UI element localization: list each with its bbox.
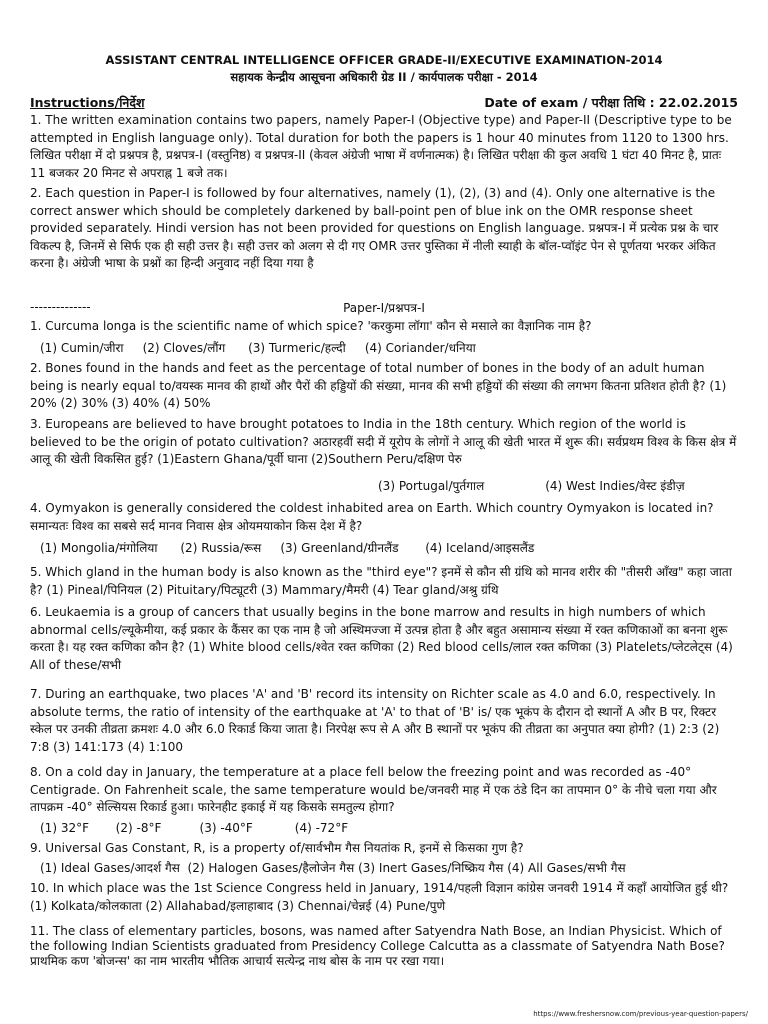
question-5: 5. Which gland in the human body is also known as the "third eye"? इनमें से कौन सी ग्रंथि को मानव शरीर की "तीसरी आँख" कहा जाता है? (1) Pineal/पिनियल (2) Pituitary/पिट्यूटरी (3) Mammary/मैमरी (4) Tear gland/अश्रु ग्रंथि [30,565,732,597]
question-1-options: (1) Cumin/जीरा (2) Cloves/लौंग (3) Turmeric/हल्दी (4) Coriander/धनिया [40,341,476,355]
instructions-header-row [30,94,738,111]
question-7: 7. During an earthquake, two places 'A' and 'B' record its intensity on Richter scale as 4.0 and 6.0, respectively. In absolute terms, the ratio of intensity of the earthquake at 'A' to that of 'B' is/ एक भूकंप के दौरान दो स्थानों A और B पर, रिक्टर स्केल पर उनकी तीव्रता क्रमशः 4.0 और 6.0 रिकार्ड किया जाता है। निरपेक्ष रूप से A और B स्थानों पर भूकंप की तीव्रता का अनुपात क्या होगी? (1) 2:3 (2) 7:8 (3) 141:173 (4) 1:100 [30,687,720,754]
instruction-2: 2. Each question in Paper-I is followed by four alternatives, namely (1), (2), (3) and (4). Only one alternative is the correct answer which should be completely darkened by ball-point pen of blue ink on the OMR response sheet provided separately. Hindi version has not been provided for questions on English language. प्रश्नपत्र-I में प्रत्येक प्रश्न के चार विकल्प है, जिनमें से सिर्फ एक ही सही उत्तर है। सही उत्तर को अलग से दी गए OMR उत्तर पुस्तिका में नीली स्याही के बॉल-प्वॉइंट पेन से पूर्णतया भरकर अंकित करना है। अंग्रेजी भाषा के प्रश्नों का हिन्दी अनुवाद नहीं दिया गया है [30,186,719,270]
question-8-options: (1) 32°F (2) -8°F (3) -40°F (4) -72°F [40,821,349,835]
separator-line: -------------- [30,300,91,314]
footer-url: https://www.freshersnow.com/previous-year-question-papers/ [533,1010,748,1018]
instruction-1: 1. The written examination contains two papers, namely Paper-I (Objective type) and Paper-II (Descriptive type to be attempted in English language only). Total duration for both the papers is 1 hour 40 minutes from 1120 to 1300 hrs. लिखित परीक्षा में दो प्रश्नपत्र है, प्रश्नपत्र-I (वस्तुनिष्ठ) व प्रश्नपत्र-II (केवल अंग्रेजी भाषा में वर्णनात्मक) है। लिखित परीक्षा की कुल अवधि 1 घंटा 40 मिनट है, प्रातः 11 बजकर 20 मिनट से अपराह्न 1 बजे तक। [30,113,732,180]
exam-title-hindi: सहायक केन्द्रीय आसूचना अधिकारी ग्रेड II / कार्यपालक परीक्षा - 2014 [230,70,538,84]
question-8: 8. On a cold day in January, the temperature at a place fell below the freezing point and was recorded as -40° Centigrade. On Fahrenheit scale, the same temperature would be/जनवरी माह में एक ठंडे दिन का तापमान 0° के नीचे चला गया और तापक्रम -40° सेल्सियस रिकार्ड हुआ। फारेनहीट इकाई में यह किसके समतुल्य होगा? [30,765,717,814]
paper-heading: Paper-I/प्रश्नपत्र-I [343,301,425,315]
instructions-label: Instructions/निर्देश [30,95,145,110]
question-9-options: (1) Ideal Gases/आदर्श गैस (2) Halogen Gases/हैलोजेन गैस (3) Inert Gases/निष्क्रिय गैस (4) All Gases/सभी गैस [40,861,626,875]
question-4-options: (1) Mongolia/मंगोलिया (2) Russia/रूस (3) Greenland/ग्रीनलैंड (4) Iceland/आइसलैंड [40,541,535,555]
question-11: 11. The class of elementary particles, bosons, was named after Satyendra Nath Bose, an Indian Physicist. Which of the following Indian Scientists graduated from Presidency College Calcutta as a classmate of Satyendra Nath Bose? प्राथमिक कण 'बोजन्स' का नाम भारतीय भौतिक आचार्य सत्येन्द्र नाथ बोस के नाम पर रखा गया। [30,924,725,968]
exam-title-english: ASSISTANT CENTRAL INTELLIGENCE OFFICER GRADE-II/EXECUTIVE EXAMINATION-2014 [105,53,663,67]
question-10: 10. In which place was the 1st Science Congress held in January, 1914/पहली विज्ञान कांग्रेस जनवरी 1914 में कहाँ आयोजित हुई थी? (1) Kolkata/कोलकाता (2) Allahabad/इलाहाबाद (3) Chennai/चेन्नई (4) Pune/पुणे [30,881,729,913]
question-2: 2. Bones found in the hands and feet as the percentage of total number of bones in the body of an adult human being is nearly equal to/वयस्क मानव की हाथों और पैरों की हड्डियों की संख्या, मानव की सभी हड्डियों की संख्या की लगभग कितना प्रतिशत होती है? (1) 20% (2) 30% (3) 40% (4) 50% [30,361,727,410]
question-1: 1. Curcuma longa is the scientific name of which spice? 'करकुमा लॉगा' कौन से मसाले का वैज्ञानिक नाम है? [30,319,592,333]
question-4: 4. Oymyakon is generally considered the coldest inhabited area on Earth. Which country Oymyakon is located in? समान्यतः विश्व का सबसे सर्द मानव निवास क्षेत्र ओयमयाकोन किस देश में है? [30,501,714,533]
exam-date: Date of exam / परीक्षा तिथि : 22.02.2015 [484,95,738,110]
question-3-options: (3) Portugal/पुर्तगाल (4) West Indies/वेस्ट इंडीज़ [378,479,685,493]
question-9: 9. Universal Gas Constant, R, is a property of/सार्वभौम गैस नियतांक R, इनमें से किसका गुण है? [30,841,524,855]
question-6: 6. Leukaemia is a group of cancers that usually begins in the bone marrow and results in high numbers of which abnormal cells/ल्यूकेमीया, कई प्रकार के कैंसर का एक नाम है जो अस्थिमज्जा में उत्पन्न होता है और बहुत असामान्य संख्या में रक्त कणिकाओं का बनना शुरू करता है। यह रक्त कणिका कौन है? (1) White blood cells/श्वेत रक्त कणिका (2) Red blood cells/लाल रक्त कणिका (3) Platelets/प्लेटलेट्स (4) All of these/सभी [30,605,733,672]
question-3: 3. Europeans are believed to have brought potatoes to India in the 18th century. Which region of the world is believed to be the origin of potato cultivation? अठारहवीं सदी में यूरोप के लोगों ने आलू की खेती भारत में शुरू की। सर्वप्रथम विश्व के किस क्षेत्र में आलू की खेती विकसित हुई? (1)Eastern Ghana/पूर्वी घाना (2)Southern Peru/दक्षिण पेरु [30,417,737,466]
